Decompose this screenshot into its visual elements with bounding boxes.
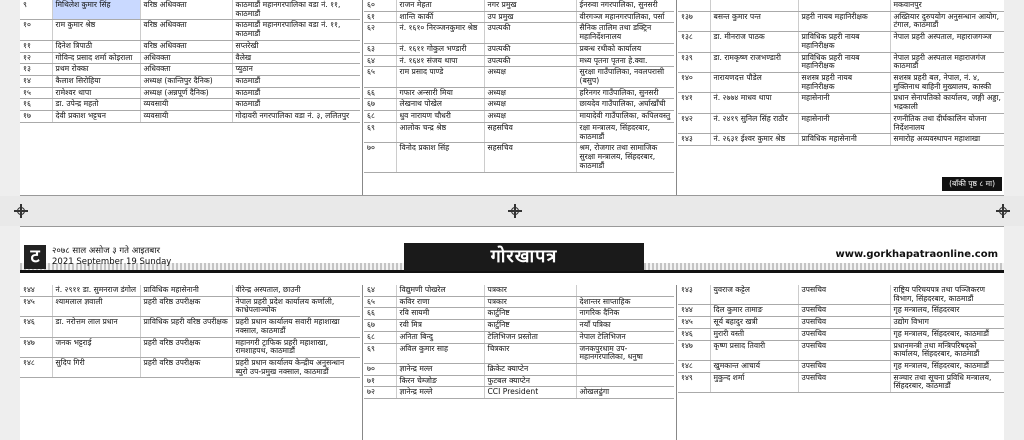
table-row bbox=[364, 23, 674, 43]
cell-name: ज्ञानेन्द्र मल्ले bbox=[396, 387, 484, 399]
cell-title: व्यवसायी bbox=[140, 99, 232, 111]
cell-name: दिनेश त्रिपाठी bbox=[52, 40, 140, 52]
cell-name: जनक भट्टराई bbox=[52, 337, 140, 357]
cell-name: खुमकान्त आचार्य bbox=[710, 361, 798, 373]
table-row bbox=[364, 43, 674, 55]
table-row bbox=[20, 0, 360, 20]
cell-sn: १४५ bbox=[20, 296, 52, 316]
cell-name: कृष्ण प्रसाद तिवारी bbox=[710, 340, 798, 360]
cell-sn: १४८ bbox=[20, 358, 52, 378]
cell-office: सञ्चार तथा सूचना प्रविधि मन्त्रालय, सिंहदरबार, काठमाडौं bbox=[890, 372, 1004, 392]
cell-office: नेपाल प्रहरी अस्पताल महाराजगंज काठमाडौं bbox=[890, 52, 1004, 72]
cell-name: डा. मीनराज पाठक bbox=[710, 32, 798, 52]
cell-name: श्यामलाल ज्ञवाली bbox=[52, 296, 140, 316]
bottom-roster-table-3 bbox=[678, 285, 1004, 393]
cell-sn: १४९ bbox=[678, 372, 710, 392]
cell-office: प्रहरी प्रधान कार्यालय सवारी महाशाखा नक्साल, काठमाडौं bbox=[232, 317, 360, 337]
cell-office: नयाँ पत्रिका bbox=[576, 320, 674, 332]
registration-mark-icon bbox=[996, 204, 1010, 218]
cell-name bbox=[710, 0, 798, 11]
cell-sn: १४३ bbox=[678, 285, 710, 305]
table-row bbox=[364, 11, 674, 23]
cell-name: अविल कुमार साह bbox=[396, 343, 484, 363]
registration-mark-icon bbox=[14, 204, 28, 218]
cell-title: क्रिकेट क्याप्टेन bbox=[484, 364, 576, 376]
cell-sn: ६६ bbox=[364, 308, 396, 320]
cell-sn: ६१ bbox=[364, 11, 396, 23]
cell-sn: १४६ bbox=[20, 317, 52, 337]
table-row bbox=[678, 340, 1004, 360]
table-row bbox=[364, 364, 674, 376]
cell-sn: ६८ bbox=[364, 331, 396, 343]
cell-office: नेपाल प्रहरी प्रदेश कार्यालय कर्णाली, काभ्रेपलाञ्चोक bbox=[232, 296, 360, 316]
cell-title: उप प्रमुख bbox=[484, 11, 576, 23]
cell-title: प्राविधिक महासेनानी bbox=[140, 285, 232, 296]
top-roster-table-3 bbox=[678, 0, 1004, 146]
top-column-2 bbox=[364, 0, 674, 173]
cell-title: प्राविधिक प्रहरी नायब महानिरीक्षक bbox=[798, 32, 890, 52]
table-row bbox=[364, 143, 674, 172]
table-row bbox=[678, 113, 1004, 133]
cell-sn: १३९ bbox=[678, 52, 710, 72]
cell-office: ओखलढुंगा bbox=[576, 387, 674, 399]
cell-title: प्रहरी वरिष्ठ उपरीक्षक bbox=[140, 296, 232, 316]
cell-sn: ६७ bbox=[364, 320, 396, 332]
column-divider bbox=[362, 0, 363, 196]
cell-title: CCI President bbox=[484, 387, 576, 399]
cell-sn: ६९ bbox=[364, 343, 396, 363]
table-row bbox=[20, 76, 360, 88]
cell-sn: ११ bbox=[20, 40, 52, 52]
continued-label: (बाँकी पृष्ठ ८ मा) bbox=[942, 177, 1002, 191]
bottom-column-2 bbox=[364, 285, 674, 399]
cell-office: काठमाडौं bbox=[232, 99, 360, 111]
table-row bbox=[678, 134, 1004, 146]
cell-title: कार्टुनिष्ट bbox=[484, 320, 576, 332]
website-url: www.gorkhapatraonline.com bbox=[835, 249, 998, 260]
cell-office: प्रबन्ध रथीको कार्यालय bbox=[576, 43, 674, 55]
table-row bbox=[20, 40, 360, 52]
cell-title: उपसचिव bbox=[798, 372, 890, 392]
top-roster-table-1 bbox=[20, 0, 360, 123]
cell-office bbox=[576, 364, 674, 376]
cell-office: काठमाडौं bbox=[232, 87, 360, 99]
cell-sn: १४७ bbox=[20, 337, 52, 357]
cell-office: मध्य पृतना पृतना हे.क्वा. bbox=[576, 55, 674, 67]
cell-name: नं. १६४१ संजय थापा bbox=[396, 55, 484, 67]
cell-title: महासेनानी bbox=[798, 113, 890, 133]
table-row bbox=[20, 20, 360, 40]
newspaper-title: गोरखापत्र bbox=[404, 243, 644, 271]
cell-title: उपसचिव bbox=[798, 340, 890, 360]
cell-office: गृह मन्त्रालय, सिंहदरबार, काठमाडौं bbox=[890, 328, 1004, 340]
table-row bbox=[364, 296, 674, 308]
cell-title: पत्रकार bbox=[484, 285, 576, 296]
cell-office: गोदावरी नगरपालिका वडा नं. ३, ललितपुर bbox=[232, 111, 360, 123]
column-divider bbox=[362, 285, 363, 440]
cell-sn: १४ bbox=[20, 76, 52, 88]
cell-sn: ९ bbox=[20, 0, 52, 20]
column-divider bbox=[676, 285, 677, 440]
cell-name: मुरारी वस्ती bbox=[710, 328, 798, 340]
table-row bbox=[364, 122, 674, 142]
cell-sn: ६२ bbox=[364, 23, 396, 43]
cell-title: उपत्यकी bbox=[484, 55, 576, 67]
cell-office: उद्योग विभाग bbox=[890, 317, 1004, 329]
table-row bbox=[20, 317, 360, 337]
cell-office: देशान्तर साप्ताहिक bbox=[576, 296, 674, 308]
table-row bbox=[20, 52, 360, 64]
cell-office: ईनरुवा नगरपालिका, सुनसरी bbox=[576, 0, 674, 11]
cell-title: अध्यक्ष bbox=[484, 87, 576, 99]
cell-name: नं. २४१९ सुनिल सिंह राठौर bbox=[710, 113, 798, 133]
date-english: 2021 September 19 Sunday bbox=[52, 257, 172, 267]
cell-name: राम कुमार श्रेष्ठ bbox=[52, 20, 140, 40]
table-row bbox=[20, 358, 360, 378]
column-divider bbox=[676, 0, 677, 196]
cell-name: रामेश्वर थापा bbox=[52, 87, 140, 99]
cell-title: वरिष्ठ अधिवक्ता bbox=[140, 20, 232, 40]
cell-title: अध्यक्ष bbox=[484, 111, 576, 123]
table-row bbox=[20, 64, 360, 76]
cell-name: दिल कुमार तामाङ bbox=[710, 305, 798, 317]
table-row bbox=[20, 111, 360, 123]
cell-sn: १४८ bbox=[678, 361, 710, 373]
cell-sn: १४२ bbox=[678, 113, 710, 133]
cell-title: उपसचिव bbox=[798, 361, 890, 373]
cell-name: नं. २९११ डा. सुमनराज डंगोल bbox=[52, 285, 140, 296]
table-row bbox=[364, 285, 674, 296]
cell-sn: ७२ bbox=[364, 387, 396, 399]
cell-sn: १४७ bbox=[678, 340, 710, 360]
cell-sn: १३ bbox=[20, 64, 52, 76]
cell-name: कैलाश सिरोहिया bbox=[52, 76, 140, 88]
cell-name: किरन चेम्जोङ bbox=[396, 375, 484, 387]
cell-title: चित्रकार bbox=[484, 343, 576, 363]
cell-name: सूर्य बहादुर खत्री bbox=[710, 317, 798, 329]
cell-sn: १४६ bbox=[678, 328, 710, 340]
cell-office: प्रधानमन्त्री तथा मन्त्रिपरिषद्को कार्यालय, सिंहदरबार, काठमाडौं bbox=[890, 340, 1004, 360]
bottom-newspaper-page bbox=[20, 226, 1004, 440]
cell-title: उपत्यकी bbox=[484, 43, 576, 55]
cell-title: सहसचिव bbox=[484, 122, 576, 142]
cell-name: बसन्त कुमार पन्त bbox=[710, 11, 798, 31]
cell-office: सुरक्षा गाउँपालिका, नवलपरासी (बसुप) bbox=[576, 67, 674, 87]
continued-row bbox=[674, 177, 1004, 191]
cell-office: गृह मन्त्रालय, सिंहदरबार bbox=[890, 305, 1004, 317]
cell-office: नागरिक दैनिक bbox=[576, 308, 674, 320]
cell-sn: ७० bbox=[364, 143, 396, 172]
cell-sn: ६५ bbox=[364, 296, 396, 308]
cell-name: विद्युमणी पोखरेल bbox=[396, 285, 484, 296]
top-newspaper-page bbox=[20, 0, 1004, 196]
date-nepali: २०७८ साल असोज ३ गते आइतबार bbox=[52, 246, 160, 256]
cell-title: उपसचिव bbox=[798, 328, 890, 340]
cell-office: काठमाडौं महानगरपालिका वडा नं. ११, काठमाडौं bbox=[232, 20, 360, 40]
cell-name: नं. १६११ गोकुल भण्डारी bbox=[396, 43, 484, 55]
cell-office: वीरगञ्ज महानगरपालिका, पर्सा bbox=[576, 11, 674, 23]
cell-office: सशस्त्र प्रहरी बल, नेपाल, नं. ४, मुक्तिनाथ बाहिनी मुख्यालय, कास्की bbox=[890, 73, 1004, 93]
newspaper-logo-icon: ट bbox=[24, 245, 46, 269]
table-row bbox=[364, 331, 674, 343]
cell-office: काठमाडौं bbox=[232, 76, 360, 88]
cell-sn: १४१ bbox=[678, 93, 710, 113]
top-column-1 bbox=[20, 0, 360, 123]
table-row bbox=[364, 99, 674, 111]
table-row bbox=[678, 52, 1004, 72]
cell-office: हरिनगर गाउँपालिका, सुनसरी bbox=[576, 87, 674, 99]
table-row bbox=[364, 387, 674, 399]
cell-name: सुदिप गिरी bbox=[52, 358, 140, 378]
cell-name: लेखनाथ पोखेल bbox=[396, 99, 484, 111]
cell-sn: ६३ bbox=[364, 43, 396, 55]
cell-name: रवि सायमी bbox=[396, 308, 484, 320]
cell-title: प्राविधिक प्रहरी वरिष्ठ उपरीक्षक bbox=[140, 317, 232, 337]
cell-sn: १२ bbox=[20, 52, 52, 64]
cell-office: सैनिक तालिम तथा डक्ट्रिन महानिर्देशनालय bbox=[576, 23, 674, 43]
cell-title: अधिवक्ता bbox=[140, 52, 232, 64]
cell-name: आलोक चन्द्र श्रेष्ठ bbox=[396, 122, 484, 142]
top-roster-table-2 bbox=[364, 0, 674, 173]
cell-office: श्रम, रोजगार तथा सामाजिक सुरक्षा मन्त्रालय, सिंहदरबार, काठमाडौं bbox=[576, 143, 674, 172]
cell-sn: ७० bbox=[364, 364, 396, 376]
cell-title: उपसचिव bbox=[798, 317, 890, 329]
cell-name: कविर राणा bbox=[396, 296, 484, 308]
registration-mark-icon bbox=[508, 204, 522, 218]
cell-sn: १३७ bbox=[678, 11, 710, 31]
cell-office: वैलेख bbox=[232, 52, 360, 64]
cell-name: मिथिलेश कुमार सिंह bbox=[52, 0, 140, 20]
cell-sn: ७१ bbox=[364, 375, 396, 387]
cell-sn: ६९ bbox=[364, 122, 396, 142]
table-row bbox=[20, 337, 360, 357]
cell-title: नगर प्रमुख bbox=[484, 0, 576, 11]
cell-title: प्राविधिक प्रहरी नायब महानिरीक्षक bbox=[798, 52, 890, 72]
table-row bbox=[678, 32, 1004, 52]
cell-title: महासेनानी bbox=[798, 93, 890, 113]
table-row bbox=[678, 305, 1004, 317]
cell-sn: १७ bbox=[20, 111, 52, 123]
table-row bbox=[20, 285, 360, 296]
cell-office: प्रहरी प्रधान कार्यालय केन्द्रीय अनुसन्धान ब्युरो उप-प्रमुख नक्साल, काठमाडौं bbox=[232, 358, 360, 378]
top-column-3 bbox=[678, 0, 1004, 146]
cell-name: गफार अन्सारी मिया bbox=[396, 87, 484, 99]
cell-sn: १३८ bbox=[678, 32, 710, 52]
cell-name: नं. २७७४ माधव थापा bbox=[710, 93, 798, 113]
table-row bbox=[678, 372, 1004, 392]
table-row bbox=[364, 308, 674, 320]
cell-title: अध्यक्ष bbox=[484, 67, 576, 87]
cell-office: प्युठान bbox=[232, 64, 360, 76]
cell-office: काठमाडौं महानगरपालिका वडा नं. ११, काठमाडौं bbox=[232, 0, 360, 20]
cell-title: वरिष्ठ अधिवक्ता bbox=[140, 40, 232, 52]
cell-sn: ६४ bbox=[364, 55, 396, 67]
cell-name: डा. उपेन्द्र महतो bbox=[52, 99, 140, 111]
cell-office: मायादेवी गाउँपालिका, कपिलवस्तु bbox=[576, 111, 674, 123]
cell-sn: ६४ bbox=[364, 285, 396, 296]
cell-sn: १४४ bbox=[678, 305, 710, 317]
cell-office: छायदेव गाउँपालिका, अर्घाखाँची bbox=[576, 99, 674, 111]
cell-office bbox=[576, 285, 674, 296]
cell-title bbox=[798, 0, 890, 11]
cell-sn: १४३ bbox=[678, 134, 710, 146]
table-row bbox=[364, 343, 674, 363]
cell-sn: १४५ bbox=[678, 317, 710, 329]
cell-sn: ६८ bbox=[364, 111, 396, 123]
table-row bbox=[678, 317, 1004, 329]
table-row bbox=[20, 99, 360, 111]
cell-title: टेलिभिजन प्रस्तोता bbox=[484, 331, 576, 343]
cell-title: प्रहरी नायब महानिरीक्षक bbox=[798, 11, 890, 31]
cell-name: राम प्रसाद पाण्डे bbox=[396, 67, 484, 87]
cell-title: अध्यक्ष (कान्तिपुर दैनिक) bbox=[140, 76, 232, 88]
cell-office: समारोह अव्यवस्थापन महाशाखा bbox=[890, 134, 1004, 146]
cell-office: नेपाल प्रहरी अस्पताल, महाराजगञ्ज bbox=[890, 32, 1004, 52]
bottom-column-1 bbox=[20, 285, 360, 378]
cell-name: डा. रामकृष्ण राजभण्डारी bbox=[710, 52, 798, 72]
cell-name: रवी मित्र bbox=[396, 320, 484, 332]
bottom-roster-table-2 bbox=[364, 285, 674, 399]
table-row bbox=[20, 296, 360, 316]
cell-office: रक्षा मन्त्रालय, सिंहदरबार, काठमाडौं bbox=[576, 122, 674, 142]
cell-office: महानगरी ट्राफिक प्रहरी महाशाखा, रामशाहपथ, काठमाडौं bbox=[232, 337, 360, 357]
cell-name: नं. १६१० निरञ्जनकुमार श्रेष्ठ bbox=[396, 23, 484, 43]
masthead bbox=[20, 243, 1004, 273]
cell-title: प्राविधिक महासेनानी bbox=[798, 134, 890, 146]
cell-title: वरिष्ठ अधिवक्ता bbox=[140, 0, 232, 20]
cell-title: सहसचिव bbox=[484, 143, 576, 172]
cell-office: वीरेन्द्र अस्पताल, छाउनी bbox=[232, 285, 360, 296]
cell-name: शान्ति कार्की bbox=[396, 11, 484, 23]
cell-title: प्रहरी वरिष्ठ उपरीक्षक bbox=[140, 337, 232, 357]
cell-sn: १६ bbox=[20, 99, 52, 111]
cell-name: धुव नारायण चौधरी bbox=[396, 111, 484, 123]
cell-name: अनिता बिन्दु bbox=[396, 331, 484, 343]
table-row bbox=[20, 87, 360, 99]
cell-office: रणनीतिक तथा दीर्घकालिन योजना निर्देशनालय bbox=[890, 113, 1004, 133]
table-row bbox=[678, 285, 1004, 305]
table-row bbox=[678, 328, 1004, 340]
cell-name: राजन मेहता bbox=[396, 0, 484, 11]
cell-office: मकवानपुर bbox=[890, 0, 1004, 11]
table-row bbox=[364, 320, 674, 332]
cell-title: अधिवक्ता bbox=[140, 64, 232, 76]
table-row bbox=[678, 361, 1004, 373]
cell-sn: ६७ bbox=[364, 99, 396, 111]
table-row bbox=[364, 67, 674, 87]
cell-title: कार्टुनिष्ट bbox=[484, 308, 576, 320]
table-row bbox=[678, 73, 1004, 93]
cell-office: गृह मन्त्रालय, सिंहदरबार, काठमाडौं bbox=[890, 361, 1004, 373]
cell-title: पत्रकार bbox=[484, 296, 576, 308]
cell-title: व्यवसायी bbox=[140, 111, 232, 123]
cell-sn: ६० bbox=[364, 0, 396, 11]
cell-name: प्रथम रोक्का bbox=[52, 64, 140, 76]
table-row bbox=[364, 375, 674, 387]
cell-office: राष्ट्रिय परिचयपत्र तथा पञ्जिकरण विभाग, सिंहदरबार, काठमाडौं bbox=[890, 285, 1004, 305]
table-row bbox=[678, 93, 1004, 113]
table-row bbox=[364, 0, 674, 11]
cell-office bbox=[576, 375, 674, 387]
cell-name: देवी प्रकाश भट्टचन bbox=[52, 111, 140, 123]
cell-sn: १० bbox=[20, 20, 52, 40]
cell-name: ज्ञानेन्द्र मल्ल bbox=[396, 364, 484, 376]
table-row bbox=[364, 111, 674, 123]
cell-sn: ६६ bbox=[364, 87, 396, 99]
cell-office: नेपाल टेलिभिजन bbox=[576, 331, 674, 343]
table-row bbox=[678, 0, 1004, 11]
cell-name: नं. २६३१ ईश्वर कुमार श्रेष्ठ bbox=[710, 134, 798, 146]
cell-sn: १४० bbox=[678, 73, 710, 93]
cell-title: प्रहरी वरिष्ठ उपरीक्षक bbox=[140, 358, 232, 378]
cell-title: उपसचिव bbox=[798, 285, 890, 305]
cell-title: अध्यक्ष (अन्नपूर्ण दैनिक) bbox=[140, 87, 232, 99]
cell-title: अध्यक्ष bbox=[484, 99, 576, 111]
table-row bbox=[364, 55, 674, 67]
cell-office: प्रधान सेनापतिको कार्यालय, जङ्गी अड्डा, भद्रकाली bbox=[890, 93, 1004, 113]
cell-office: सप्तरेखी bbox=[232, 40, 360, 52]
bottom-roster-table-1 bbox=[20, 285, 360, 378]
cell-sn: १४४ bbox=[20, 285, 52, 296]
cell-sn: १५ bbox=[20, 87, 52, 99]
cell-name: मुकुन्द शर्मा bbox=[710, 372, 798, 392]
cell-office: अख्तियार दुरुपयोग अनुसन्धान आयोग, टंगाल, काठमाडौं bbox=[890, 11, 1004, 31]
cell-name: युवराज कट्टेल bbox=[710, 285, 798, 305]
cell-title: सशस्त्र प्रहरी नायब महानिरीक्षक bbox=[798, 73, 890, 93]
cell-title: उपत्यकी bbox=[484, 23, 576, 43]
cell-sn: ६५ bbox=[364, 67, 396, 87]
cell-title: उपसचिव bbox=[798, 305, 890, 317]
table-row bbox=[364, 87, 674, 99]
cell-name: नारायणदत्त पौडेल bbox=[710, 73, 798, 93]
cell-name: गोविन्द प्रसाद शर्मा कोइराला bbox=[52, 52, 140, 64]
cell-name: डा. नरोत्तम लाल प्रधान bbox=[52, 317, 140, 337]
cell-sn bbox=[678, 0, 710, 11]
cell-name: विनोद प्रकाश सिंह bbox=[396, 143, 484, 172]
bottom-column-3 bbox=[678, 285, 1004, 393]
table-row bbox=[678, 11, 1004, 31]
cell-office: जनकपुरधाम उप-महानगरपालिका, धनुषा bbox=[576, 343, 674, 363]
cell-title: फुटबल क्याप्टेन bbox=[484, 375, 576, 387]
